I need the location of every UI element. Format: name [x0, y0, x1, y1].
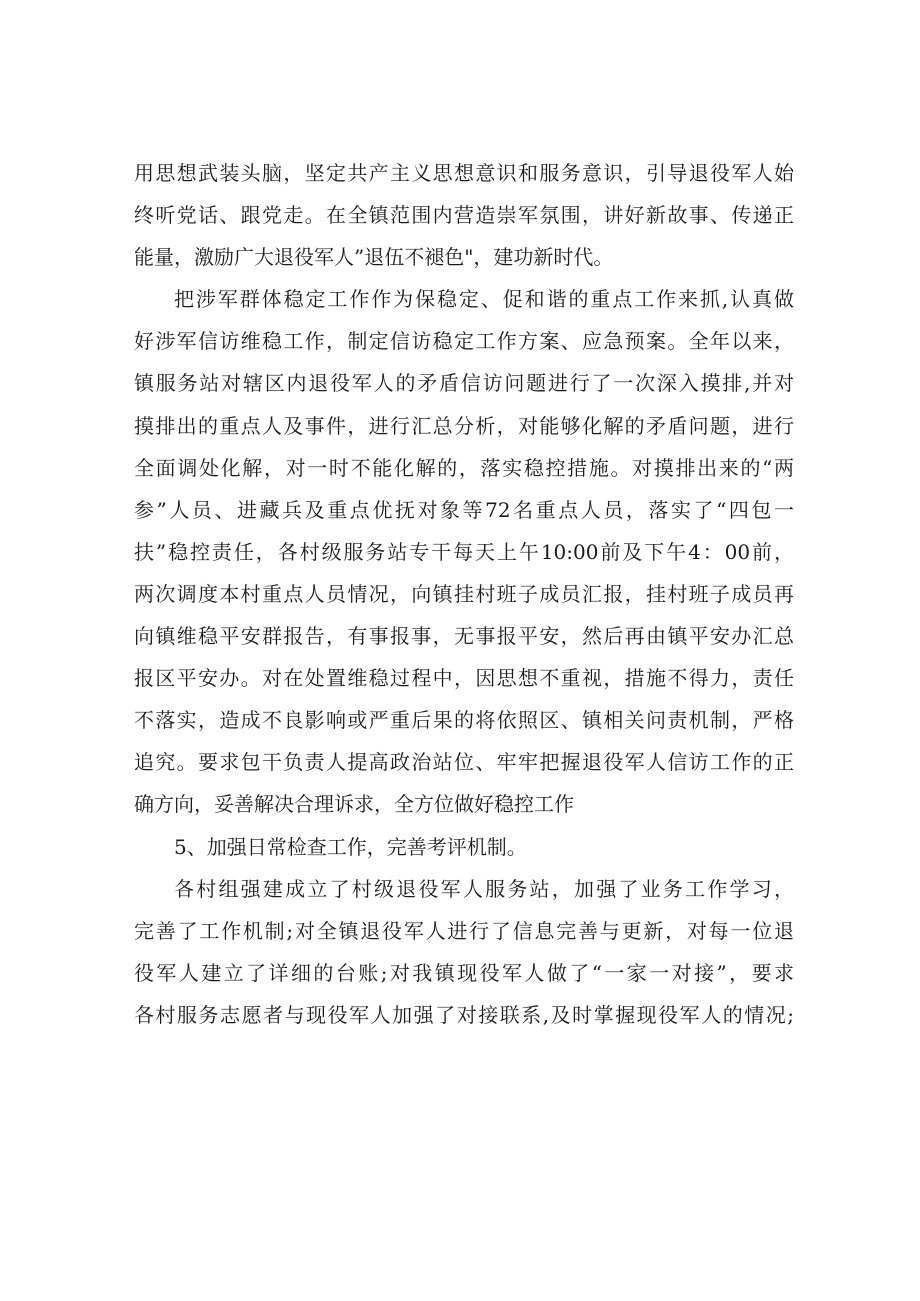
text-line: 能量，激励广大退役军人”退伍不褪色"，建功新时代。 — [134, 245, 614, 270]
text-line: 参”人员、进藏兵及重点优抚对象等72名重点人员，落实了“四包一 — [134, 497, 794, 522]
document-body — [134, 152, 794, 1036]
text-line: 追究。要求包干负责人提高政治站位、牢牢把握退役军人信访工作的正 — [134, 750, 794, 775]
text-line: 摸排出的重点人及事件，进行汇总分析，对能够化解的矛盾问题，进行 — [134, 413, 794, 438]
text-line: 把涉军群体稳定工作作为保稳定、促和谐的重点工作来抓,认真做 — [174, 287, 794, 312]
text-line: 确方向，妥善解决合理诉求，全方位做好稳控工作 — [134, 792, 574, 817]
text-line: 用思想武装头脑，坚定共产主义思想意识和服务意识，引导退役军人始 — [134, 161, 794, 185]
text-line: 向镇维稳平安群报告，有事报事，无事报平安，然后再由镇平安办汇总 — [134, 624, 794, 649]
text-line: 完善了工作机制;对全镇退役军人进行了信息完善与更新，对每一位退 — [134, 918, 794, 943]
paragraph-4 — [134, 868, 794, 1036]
text-line: 终听党话、跟党走。在全镇范围内营造崇军氛围，讲好新故事、传递正 — [134, 203, 794, 228]
text-line: 好涉军信访维稳工作，制定信访稳定工作方案、应急预案。全年以来， — [134, 329, 794, 354]
text-line: 报区平安办。对在处置维稳过程中，因思想不重视，措施不得力，责任 — [134, 666, 794, 691]
text-line: 不落实，造成不良影响或严重后果的将依照区、镇相关问责机制，严格 — [134, 708, 794, 733]
paragraph-1 — [134, 152, 794, 278]
paragraph-3-heading — [134, 826, 794, 868]
section-heading: 5、加强日常检查工作，完善考评机制。 — [174, 834, 527, 859]
text-line: 扶”稳控责任，各村级服务站专干每天上午10:00前及下午4：00前， — [134, 539, 794, 564]
text-line: 全面调处化解，对一时不能化解的，落实稳控措施。对摸排出来的“两 — [134, 455, 794, 480]
paragraph-2 — [134, 278, 794, 825]
text-line: 镇服务站对辖区内退役军人的矛盾信访问题进行了一次深入摸排,并对 — [134, 371, 794, 396]
text-line: 两次调度本村重点人员情况，向镇挂村班子成员汇报，挂村班子成员再 — [134, 581, 794, 606]
text-line: 役军人建立了详细的台账;对我镇现役军人做了“一家一对接”，要求 — [134, 960, 794, 985]
text-line: 各村组强建成立了村级退役军人服务站，加强了业务工作学习， — [174, 876, 794, 901]
text-line: 各村服务志愿者与现役军人加强了对接联系,及时掌握现役军人的情况; — [134, 1002, 794, 1027]
